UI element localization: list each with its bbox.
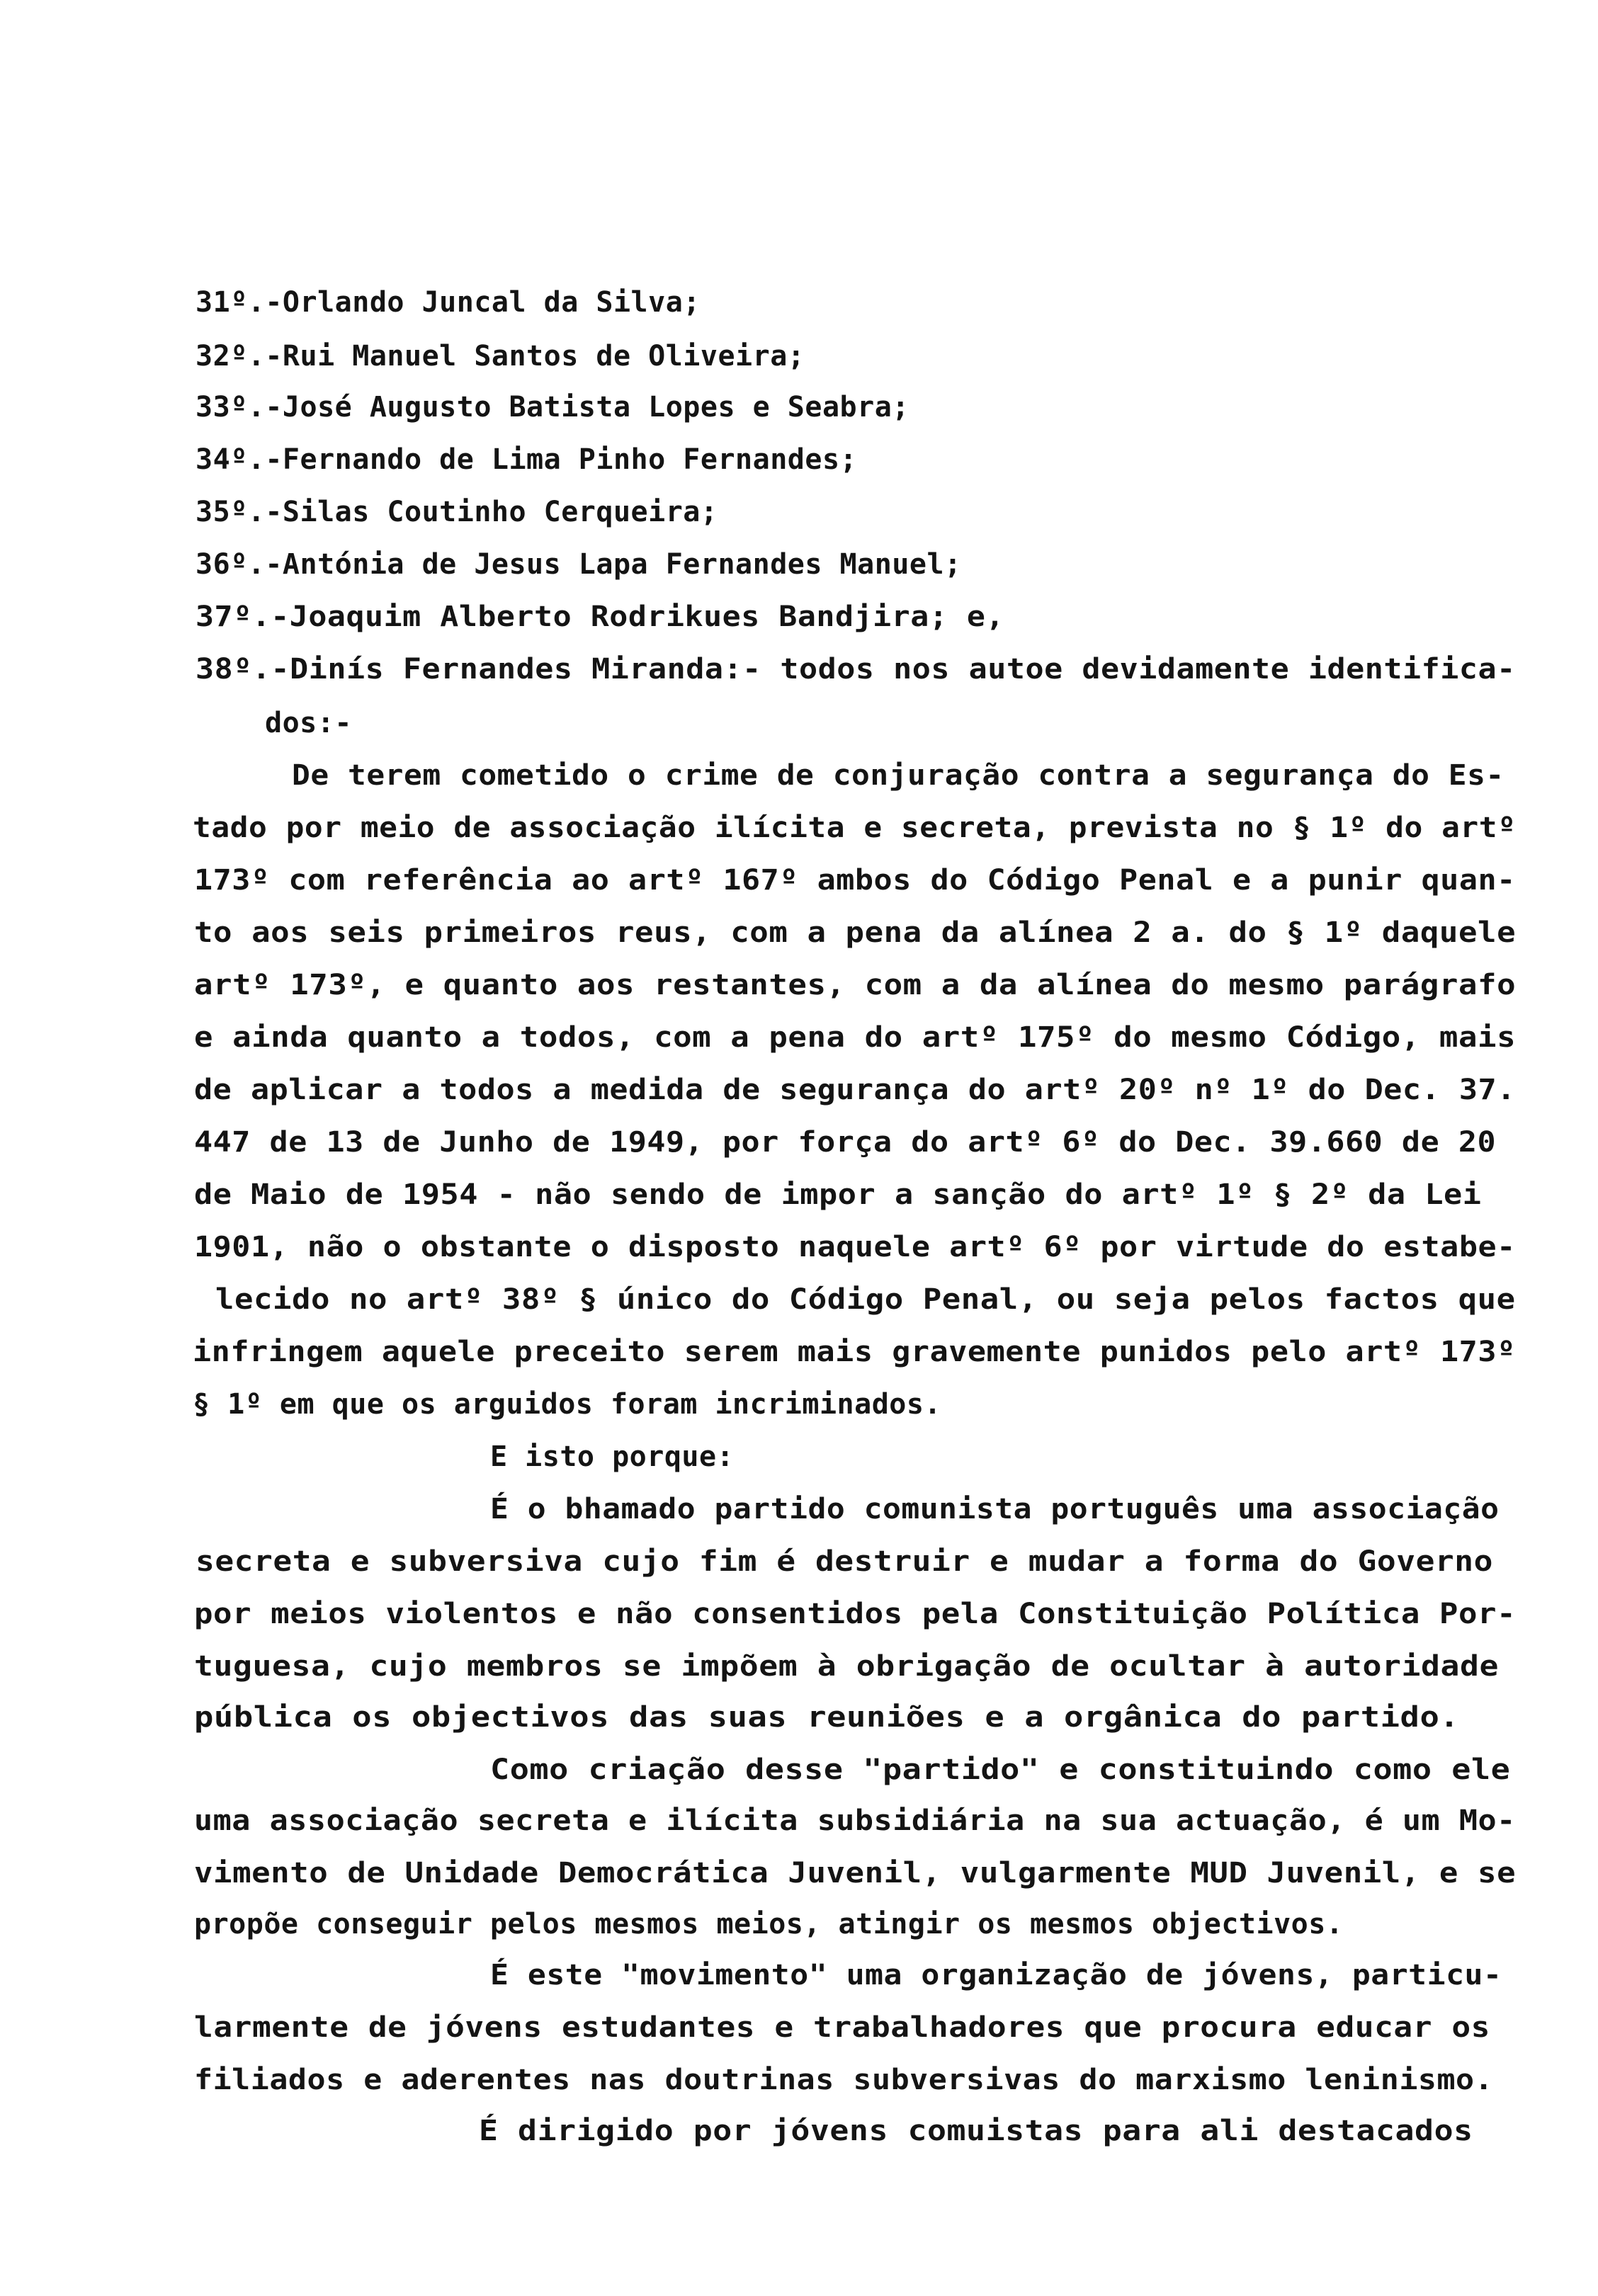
- text-line: E isto porque:: [490, 1440, 735, 1473]
- text-line: 35º.-Silas Coutinho Cerqueira;: [196, 496, 718, 528]
- text-line: de Maio de 1954 - não sendo de impor a sanção do artº 1º § 2º da Lei: [194, 1178, 1482, 1211]
- text-line: 173º com referência ao artº 167º ambos do Código Penal e a punir quan-: [194, 864, 1516, 897]
- text-line: por meios violentos e não consentidos pela Constituição Política Por-: [194, 1598, 1517, 1630]
- text-line: de aplicar a todos a medida de segurança do artº 20º nº 1º do Dec. 37.: [194, 1074, 1516, 1106]
- text-line: pública os objectivos das suas reuniões e a orgânica do partido.: [194, 1701, 1460, 1734]
- text-line: 447 de 13 de Junho de 1949, por força do artº 6º do Dec. 39.660 de 20: [194, 1126, 1497, 1159]
- text-line: tuguesa, cujo membros se impõem à obrigação de ocultar à autoridade: [194, 1650, 1500, 1683]
- text-line: uma associação secreta e ilícita subsidiária na sua actuação, é um Mo-: [194, 1805, 1516, 1837]
- text-line: lecido no artº 38º § único do Código Penal, ou seja pelos factos que: [215, 1283, 1516, 1316]
- text-line: 31º.-Orlando Juncal da Silva;: [196, 286, 701, 319]
- text-line: filiados e aderentes nas doutrinas subversivas do marxismo leninismo.: [194, 2064, 1494, 2096]
- text-line: 37º.-Joaquim Alberto Rodrikues Bandjira; e,: [196, 601, 1005, 633]
- text-line: tado por meio de associação ilícita e secreta, prevista no § 1º do artº: [193, 812, 1517, 844]
- text-line: to aos seis primeiros reus, com a pena da alínea 2 a. do § 1º daquele: [194, 916, 1517, 949]
- text-line: dos:-: [265, 707, 352, 739]
- text-line: e ainda quanto a todos, com a pena do artº 175º do mesmo Código, mais: [194, 1021, 1517, 1054]
- text-line: 38º.-Dinís Fernandes Miranda:- todos nos autoe devidamente identifica-: [196, 653, 1516, 686]
- text-line: É dirigido por jóvens comuistas para ali destacados: [479, 2115, 1473, 2147]
- text-line: 36º.-Antónia de Jesus Lapa Fernandes Manuel;: [196, 548, 962, 581]
- text-line: propõe conseguir pelos mesmos meios, atingir os mesmos objectivos.: [194, 1908, 1344, 1940]
- text-line: Como criação desse "partido" e constituindo como ele: [490, 1754, 1511, 1786]
- text-line: É o bhamado partido comunista português uma associação: [490, 1493, 1500, 1525]
- text-line: § 1º em que os arguidos foram incriminados.: [193, 1388, 942, 1421]
- text-line: 33º.-José Augusto Batista Lopes e Seabra;: [196, 391, 910, 424]
- text-line: 1901, não o obstante o disposto naquele artº 6º por virtude do estabe-: [194, 1231, 1516, 1263]
- text-line: É este "movimento" uma organização de jóvens, particu-: [490, 1959, 1502, 1991]
- text-line: 34º.-Fernando de Lima Pinho Fernandes;: [196, 443, 858, 476]
- text-line: De terem cometido o crime de conjuração contra a segurança do Es-: [292, 759, 1504, 792]
- text-line: larmente de jóvens estudantes e trabalhadores que procura educar os: [194, 2011, 1490, 2044]
- text-line: vimento de Unidade Democrática Juvenil, vulgarmente MUD Juvenil, e se: [194, 1857, 1517, 1889]
- text-line: 32º.-Rui Manuel Santos de Oliveira;: [196, 340, 805, 373]
- text-line: infringem aquele preceito serem mais gravemente punidos pelo artº 173º: [193, 1336, 1516, 1368]
- text-line: artº 173º, e quanto aos restantes, com a da alínea do mesmo parágrafo: [194, 969, 1517, 1001]
- text-line: secreta e subversiva cujo fim é destruir e mudar a forma do Governo: [196, 1545, 1493, 1578]
